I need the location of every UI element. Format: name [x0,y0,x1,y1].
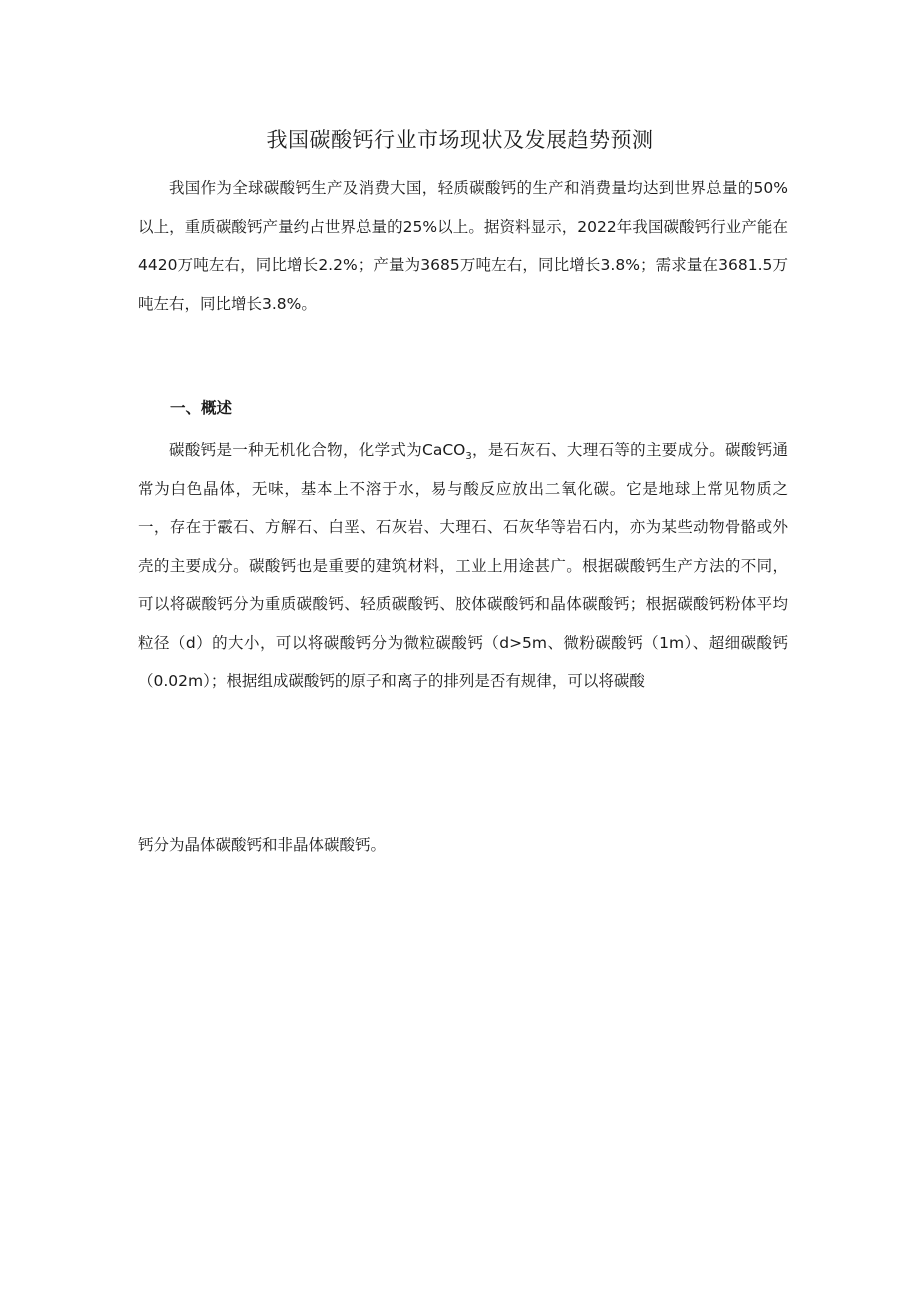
overview-text-part1: 碳酸钙是一种无机化合物，化学式为CaCO [169,441,466,459]
section-heading: 一、概述 [170,399,233,417]
intro-paragraph: 我国作为全球碳酸钙生产及消费大国，轻质碳酸钙的生产和消费量均达到世界总量的50%以上，重质碳酸钙产量约占世界总量的25%以上。据资料显示，2022年我国碳酸钙行业产能在4420万吨左右，同比增长2.2%；产量为3685万吨左右，同比增长3.8%；需求量在3681.5万吨左右，同比增长3.8%。 [138,179,788,313]
overview-paragraph [138,431,788,701]
formula-subscript: 3 [465,451,472,463]
document-title: 我国碳酸钙行业市场现状及发展趋势预测 [266,128,654,152]
overview-text-part2: ，是石灰石、大理石等的主要成分。碳酸钙通常为白色晶体，无味，基本上不溶于水，易与酸反应放出二氧化碳。它是地球上常见物质之一，存在于霰石、方解石、白垩、石灰岩、大理石、石灰华等岩石内，亦为某些动物骨骼或外壳的主要成分。碳酸钙也是重要的建筑材料，工业上用途甚广。根据碳酸钙生产方法的不同，可以将碳酸钙分为重质碳酸钙、轻质碳酸钙、胶体碳酸钙和晶体碳酸钙；根据碳酸钙粉体平均粒径（d）的大小，可以将碳酸钙分为微粒碳酸钙（d>5m、微粉碳酸钙（1m）、超细碳酸钙（0.02m）；根据组成碳酸钙的原子和离子的排列是否有规律，可以将碳酸 [138,441,788,690]
overview-continued-paragraph: 钙分为晶体碳酸钙和非晶体碳酸钙。 [138,836,387,854]
